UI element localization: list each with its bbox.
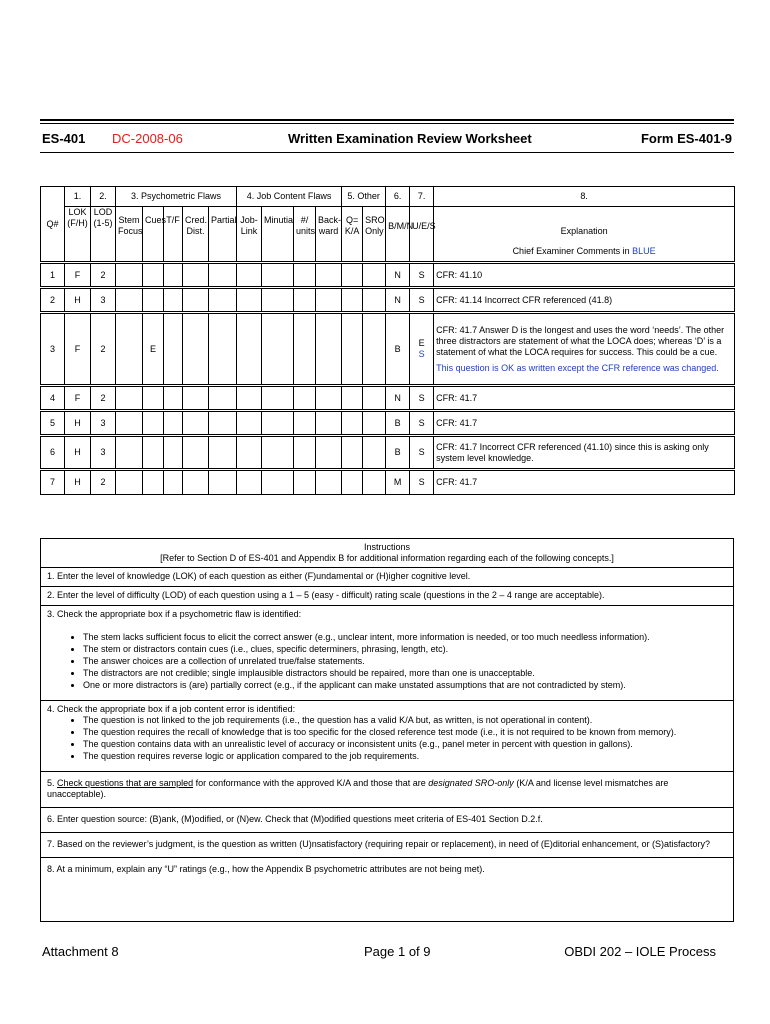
list-item: • The stem or distractors contain cues (i.e., clues, specific determiners, phrasing, length, etc). [83, 644, 727, 655]
lok-value: H [65, 436, 91, 470]
lod-value: 3 [91, 411, 116, 436]
cues-value [143, 288, 164, 313]
instruction-item-1: 1. Enter the level of knowledge (LOK) of each question as either (F)undamental or (H)igher cognitive level. [41, 567, 733, 586]
col-cred-dist-header: Cred. Dist. [183, 207, 209, 263]
lod-value: 2 [91, 470, 116, 495]
cues-value [143, 470, 164, 495]
lok-value: H [65, 288, 91, 313]
table-row [41, 263, 735, 288]
rating-value: S [410, 436, 434, 470]
list-item: • The answer choices are a collection of unrelated true/false statements. [83, 656, 727, 667]
question-number: 3 [41, 313, 65, 386]
rating-value: S [410, 386, 434, 411]
col-sro-only-header: SRO Only [363, 207, 386, 263]
instructions-title: Instructions [363, 542, 411, 552]
rating-value: S [410, 263, 434, 288]
instruction-item-4: 4. Check the appropriate box if a job content error is identified: • The question is not linked to the job requirements (i.e., the question has a valid K/A but, as written, is not operational in content). • The question requires the recall of knowledge that is too specific for the closed reference test mode (i.e., it is not required to be known from memory). • The question contains data with an unrealistic level of accuracy or inconsistent units (e.g., panel meter in percent with question in gallons). • The question requires reverse logic or application compared to the job requirements. [41, 700, 733, 771]
col-units-header: #/ units [294, 207, 316, 263]
page-title: Written Examination Review Worksheet [288, 131, 532, 146]
psychometric-flaw-list [47, 632, 727, 691]
col-q-ka-header: Q= K/A [342, 207, 363, 263]
form-code: ES-401 [42, 131, 86, 146]
question-number: 1 [41, 263, 65, 288]
col-backward-header: Back- ward [316, 207, 342, 263]
list-item: • The question is not linked to the job requirements (i.e., the question has a valid K/A but, as written, is not operational in content). [83, 715, 727, 726]
footer-page-number: Page 1 of 9 [364, 944, 431, 959]
job-content-flaws-header: 4. Job Content Flaws [237, 187, 342, 207]
chief-comment-text: This question is OK as written except the CFR reference was changed. [436, 362, 719, 373]
explanation-text: CFR: 41.7 [434, 411, 735, 436]
question-number: 6 [41, 436, 65, 470]
cues-value: E [143, 313, 164, 386]
col-lod-header: LOD (1-5) [91, 207, 116, 263]
col6-number: 6. [386, 187, 410, 207]
footer-attachment: Attachment 8 [42, 944, 119, 959]
question-number: 2 [41, 288, 65, 313]
list-item: • One or more distractors is (are) partially correct (e.g., if the applicant can make unstated assumptions that are not contradicted by stem). [83, 680, 727, 691]
explanation-text: CFR: 41.14 Incorrect CFR referenced (41.8) [434, 288, 735, 313]
source-value: N [386, 386, 410, 411]
lod-value: 3 [91, 288, 116, 313]
lod-value: 2 [91, 263, 116, 288]
lod-value: 3 [91, 436, 116, 470]
column-number-row [41, 187, 735, 207]
other-header: 5. Other [342, 187, 386, 207]
lok-value: H [65, 411, 91, 436]
psychometric-flaws-header: 3. Psychometric Flaws [116, 187, 237, 207]
header-rule-mid [40, 123, 734, 124]
source-value: N [386, 288, 410, 313]
question-number: 5 [41, 411, 65, 436]
instruction-item-3: 3. Check the appropriate box if a psychometric flaw is identified: • The stem lacks sufficient focus to elicit the correct answer (e.g., unclear intent, more information is needed, or too much needless information). • The stem or distractors contain cues (i.e., clues, specific determiners, phrasing, length, etc). • The answer choices are a collection of unrelated true/false statements. • The distractors are not credible; single implausible distractors should be repaired, more than one is unacceptable. • One or more distractors is (are) partially correct (e.g., if the applicant can make unstated assumptions that are not contradicted by stem). [41, 605, 733, 700]
list-item: • The stem lacks sufficient focus to elicit the correct answer (e.g., unclear intent, more information is needed, or too much needless information). [83, 632, 727, 643]
cues-value [143, 411, 164, 436]
instruction-item-5: 5. Check questions that are sampled for conformance with the approved K/A and those that are designated SRO-only (K/A and license level mismatches are unacceptable). [41, 771, 733, 807]
explanation-text: CFR: 41.7 [434, 386, 735, 411]
column-label-row [41, 207, 735, 263]
rating-value: S [410, 470, 434, 495]
col-ues-header: U/E/S [410, 207, 434, 263]
table-row [41, 386, 735, 411]
rating-value-revised: S [418, 349, 425, 359]
instructions-header [41, 539, 733, 564]
cues-value [143, 263, 164, 288]
explanation-text: CFR: 41.7 Answer D is the longest and uses the word ‘needs’. The other three distractors are statement of what the LOCA does; whereas ‘D’ is a statement of what the LOCA requires for success. This could be a cue. This question is OK as written except the CFR reference was changed. [434, 313, 735, 386]
lod-value: 2 [91, 313, 116, 386]
list-item: • The distractors are not credible; single implausible distractors should be repaired, more than one is unacceptable. [83, 668, 727, 679]
source-value: N [386, 263, 410, 288]
col-explanation-header [434, 207, 735, 263]
source-value: B [386, 411, 410, 436]
col-stem-focus-header: Stem Focus [116, 207, 143, 263]
table-row [41, 411, 735, 436]
col7-number: 7. [410, 187, 434, 207]
source-value: B [386, 436, 410, 470]
list-item: • The question contains data with an unrealistic level of accuracy or inconsistent units (e.g., panel meter in percent with question in gallons). [83, 739, 727, 750]
source-value: B [386, 313, 410, 386]
rating-value: S [410, 411, 434, 436]
col1-number: 1. [65, 187, 91, 207]
job-content-error-list [47, 715, 727, 762]
col-bmn-header: B/M/N [386, 207, 410, 263]
question-number: 4 [41, 386, 65, 411]
table-row [41, 313, 735, 386]
header-rule-top [40, 119, 734, 121]
instruction-item-7: 7. Based on the reviewer’s judgment, is the question as written (U)nsatisfactory (requiring repair or replacement), in need of (E)ditorial enhancement, or (S)atisfactory? [41, 832, 733, 857]
cues-value [143, 436, 164, 470]
footer-process: OBDI 202 – IOLE Process [564, 944, 716, 959]
explanation-text: CFR: 41.10 [434, 263, 735, 288]
review-worksheet-table [40, 186, 735, 495]
col-partial-header: Partial [209, 207, 237, 263]
question-number: 7 [41, 470, 65, 495]
col-cues-header: Cues [143, 207, 164, 263]
rating-value: S [410, 288, 434, 313]
explanation-text: CFR: 41.7 Incorrect CFR referenced (41.10) since this is asking only system level knowledge. [434, 436, 735, 470]
instruction-item-6: 6. Enter question source: (B)ank, (M)odified, or (N)ew. Check that (M)odified questions meet criteria of ES-401 Section D.2.f. [41, 807, 733, 832]
instruction-item-8: 8. At a minimum, explain any “U” ratings (e.g., how the Appendix B psychometric attributes are not being met). [41, 857, 733, 879]
cues-value [143, 386, 164, 411]
col2-number: 2. [91, 187, 116, 207]
form-number: Form ES-401-9 [640, 131, 732, 146]
chief-comments-label: Chief Examiner Comments in [512, 246, 633, 256]
table-row [41, 288, 735, 313]
lok-value: F [65, 386, 91, 411]
instructions-box [40, 538, 734, 922]
exam-id: DC-2008-06 [112, 131, 183, 146]
col-lok-header: LOK (F/H) [65, 207, 91, 263]
instructions-subtitle: [Refer to Section D of ES-401 and Appendix B for additional information regarding each of the following concepts.] [160, 553, 614, 563]
chief-comments-blue: BLUE [632, 246, 656, 256]
col-job-link-header: Job- Link [237, 207, 262, 263]
list-item: • The question requires reverse logic or application compared to the job requirements. [83, 751, 727, 762]
explanation-label: Explanation [560, 226, 608, 236]
col-tf-header: T/F [164, 207, 183, 263]
header-rule-bottom [40, 152, 734, 153]
lok-value: F [65, 263, 91, 288]
explanation-text: CFR: 41.7 [434, 470, 735, 495]
source-value: M [386, 470, 410, 495]
rating-value: E S [410, 313, 434, 386]
table-row [41, 470, 735, 495]
col-q-header: Q# [41, 187, 65, 263]
list-item: • The question requires the recall of knowledge that is too specific for the closed reference test mode (i.e., it is not required to be known from memory). [83, 727, 727, 738]
col-minutia-header: Minutia [262, 207, 294, 263]
lod-value: 2 [91, 386, 116, 411]
table-row [41, 436, 735, 470]
lok-value: F [65, 313, 91, 386]
instruction-item-2: 2. Enter the level of difficulty (LOD) of each question using a 1 – 5 (easy - difficult) rating scale (questions in the 2 – 4 range are acceptable). [41, 586, 733, 605]
lok-value: H [65, 470, 91, 495]
col8-number: 8. [434, 187, 735, 207]
